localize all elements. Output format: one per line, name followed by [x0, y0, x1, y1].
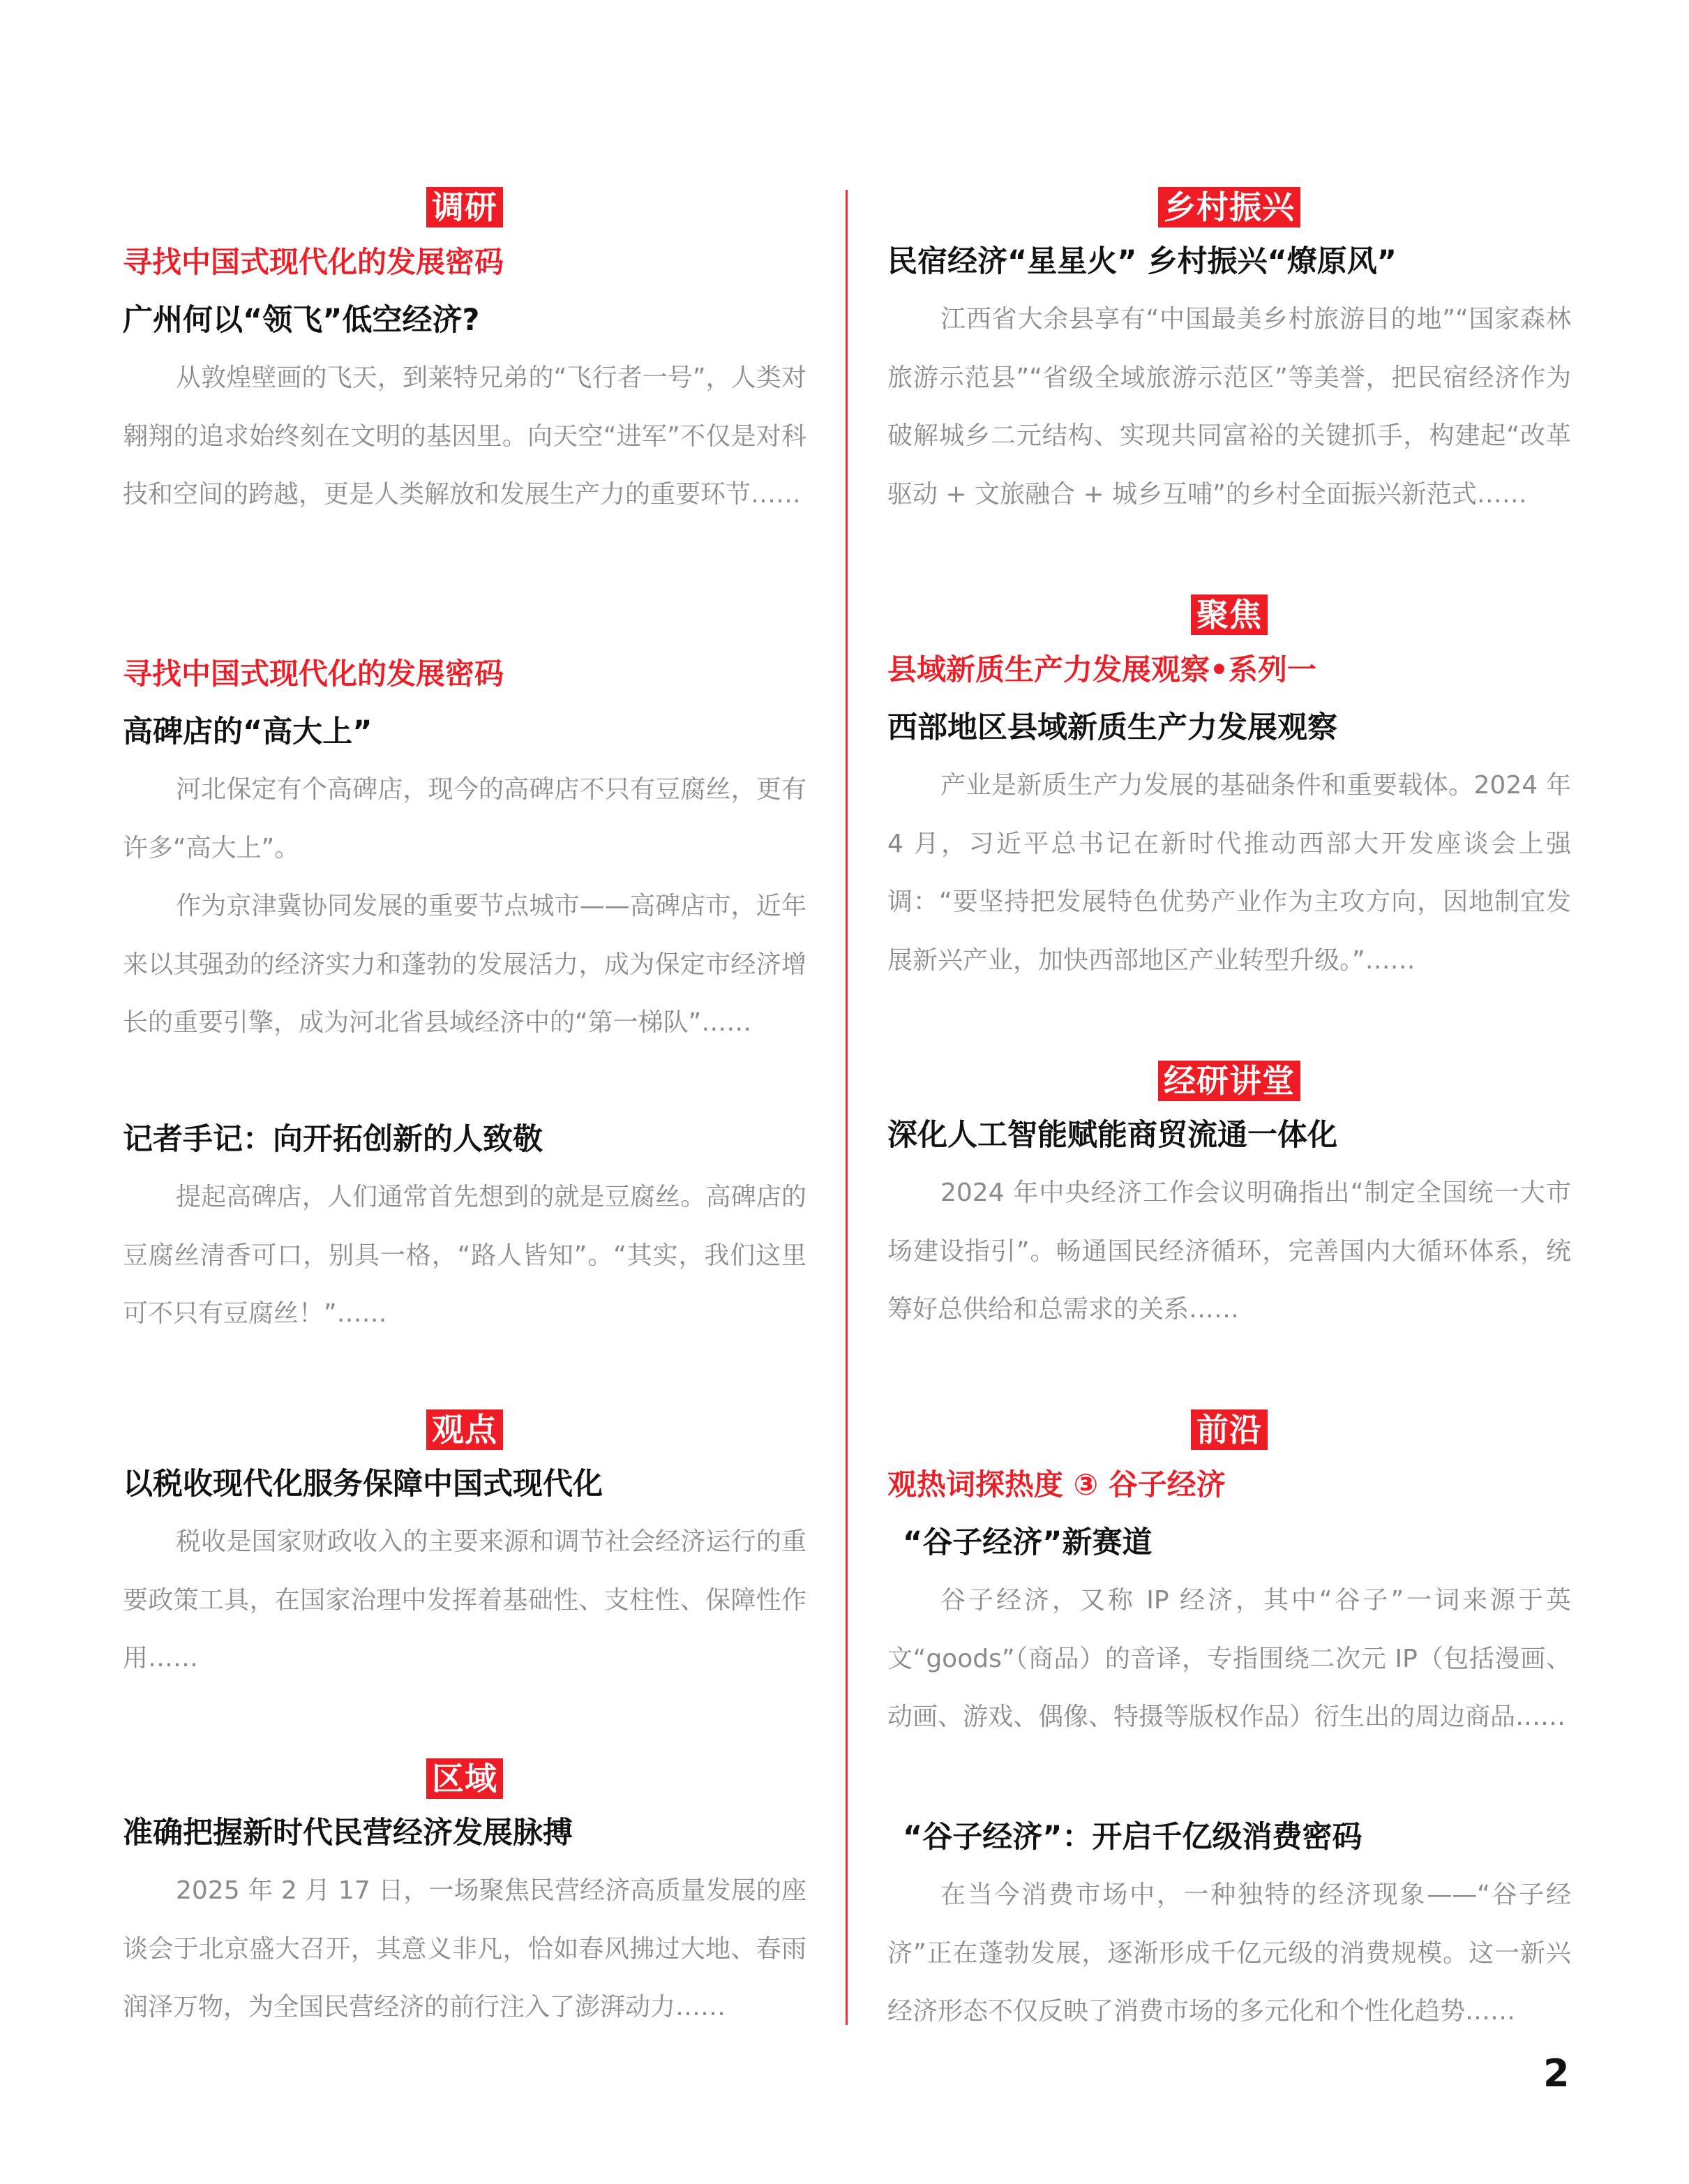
article-title[interactable]: 民宿经济“星星火” 乡村振兴“燎原风” — [887, 244, 1397, 279]
article-kicker: 寻找中国式现代化的发展密码 — [123, 657, 504, 691]
article-summary — [887, 756, 1571, 989]
article-guzi-consumption[interactable] — [887, 1809, 1571, 2041]
section-tag: 前沿 — [1191, 1409, 1268, 1450]
article-summary — [123, 761, 806, 1052]
article-tax[interactable] — [123, 1409, 806, 1688]
article-title[interactable]: “谷子经济”新赛道 — [903, 1525, 1153, 1560]
article-title[interactable]: 准确把握新时代民营经济发展脉搏 — [123, 1816, 573, 1850]
summary-paragraph: 作为京津冀协同发展的重要节点城市——高碑店市，近年来以其强劲的经济实力和蓬勃的发展活力，成为保定市经济增长的重要引擎，成为河北省县域经济中的“第一梯队”…… — [123, 892, 806, 1037]
article-title[interactable]: 西部地区县域新质生产力发展观察 — [887, 710, 1337, 745]
summary-paragraph: 产业是新质生产力发展的基础条件和重要载体。2024 年 4 月，习近平总书记在新时代推动西部大开发座谈会上强调：“要坚持把发展特色优势产业作为主攻方向，因地制宜发展新兴产业，加快西部地区产业转型升级。”…… — [887, 771, 1571, 975]
summary-paragraph: 提起高碑店，人们通常首先想到的就是豆腐丝。高碑店的豆腐丝清香可口，别具一格，“路人皆知”。“其实，我们这里可不只有豆腐丝！”…… — [123, 1183, 806, 1328]
article-summary — [123, 1168, 806, 1343]
article-summary — [123, 1862, 806, 2037]
article-title[interactable]: “谷子经济”：开启千亿级消费密码 — [903, 1820, 1363, 1855]
article-title[interactable]: 以税收现代化服务保障中国式现代化 — [123, 1467, 603, 1502]
article-reporter-notes[interactable] — [123, 1111, 806, 1343]
summary-paragraph: 从敦煌壁画的飞天，到莱特兄弟的“飞行者一号”，人类对翱翔的追求始终刻在文明的基因里。向天空“进军”不仅是对科技和空间的跨越，更是人类解放和发展生产力的重要环节…… — [123, 364, 806, 509]
article-ai-trade[interactable] — [887, 1061, 1571, 1339]
article-title[interactable]: 高碑店的“高大上” — [123, 715, 373, 749]
article-kicker: 寻找中国式现代化的发展密码 — [123, 245, 504, 279]
page-number: 2 — [1543, 2051, 1570, 2095]
article-summary — [887, 1866, 1571, 2041]
article-kicker: 观热词探热度 ③ 谷子经济 — [887, 1467, 1226, 1502]
summary-paragraph: 2024 年中央经济工作会议明确指出“制定全国统一大市场建设指引”。畅通国民经济循环，完善国内大循环体系，统筹好总供给和总需求的关系…… — [887, 1179, 1571, 1324]
summary-paragraph: 在当今消费市场中，一种独特的经济现象——“谷子经济”正在蓬勃发展，逐渐形成千亿元级的消费规模。这一新兴经济形态不仅反映了消费市场的多元化和个性化趋势…… — [887, 1880, 1571, 2026]
article-homestay[interactable] — [887, 187, 1571, 523]
section-tag: 区域 — [426, 1758, 503, 1799]
article-summary — [887, 1164, 1571, 1339]
article-summary — [887, 290, 1571, 523]
summary-paragraph: 江西省大余县享有“中国最美乡村旅游目的地”“国家森林旅游示范县”“省级全域旅游示范区”等美誉，把民宿经济作为破解城乡二元结构、实现共同富裕的关键抓手，构建起“改革驱动 + 文旅融合 + 城乡互哺”的乡村全面振兴新范式…… — [887, 305, 1571, 509]
article-title[interactable]: 深化人工智能赋能商贸流通一体化 — [887, 1118, 1337, 1153]
article-kicker: 县域新质生产力发展观察•系列一 — [887, 652, 1316, 687]
article-western-counties[interactable] — [887, 594, 1571, 989]
summary-paragraph: 税收是国家财政收入的主要来源和调节社会经济运行的重要政策工具，在国家治理中发挥着基础性、支柱性、保障性作用…… — [123, 1527, 806, 1673]
section-tag: 聚焦 — [1191, 594, 1268, 635]
section-tag: 观点 — [426, 1409, 503, 1450]
section-tag: 乡村振兴 — [1158, 187, 1300, 227]
section-tag: 经研讲堂 — [1158, 1061, 1300, 1101]
section-tag: 调研 — [426, 187, 503, 227]
column-divider — [846, 190, 848, 2025]
article-gaobeidian[interactable] — [123, 645, 806, 1052]
summary-paragraph: 谷子经济，又称 IP 经济，其中“谷子”一词来源于英文“goods”（商品）的音译，专指围绕二次元 IP（包括漫画、动画、游戏、偶像、特摄等版权作品）衍生出的周边商品…… — [887, 1586, 1571, 1731]
article-summary — [887, 1571, 1571, 1747]
article-private-economy[interactable] — [123, 1758, 806, 2037]
article-summary — [123, 1513, 806, 1688]
article-guangzhou[interactable] — [123, 187, 806, 524]
article-summary — [123, 349, 806, 524]
article-title[interactable]: 记者手记：向开拓创新的人致敬 — [123, 1122, 543, 1157]
article-guzi-economy[interactable] — [887, 1409, 1571, 1747]
summary-paragraph: 河北保定有个高碑店，现今的高碑店不只有豆腐丝，更有许多“高大上”。 — [123, 775, 806, 862]
article-title[interactable]: 广州何以“领飞”低空经济? — [123, 303, 480, 338]
summary-paragraph: 2025 年 2 月 17 日，一场聚焦民营经济高质量发展的座谈会于北京盛大召开，其意义非凡，恰如春风拂过大地、春雨润泽万物，为全国民营经济的前行注入了澎湃动力…… — [123, 1876, 806, 2021]
